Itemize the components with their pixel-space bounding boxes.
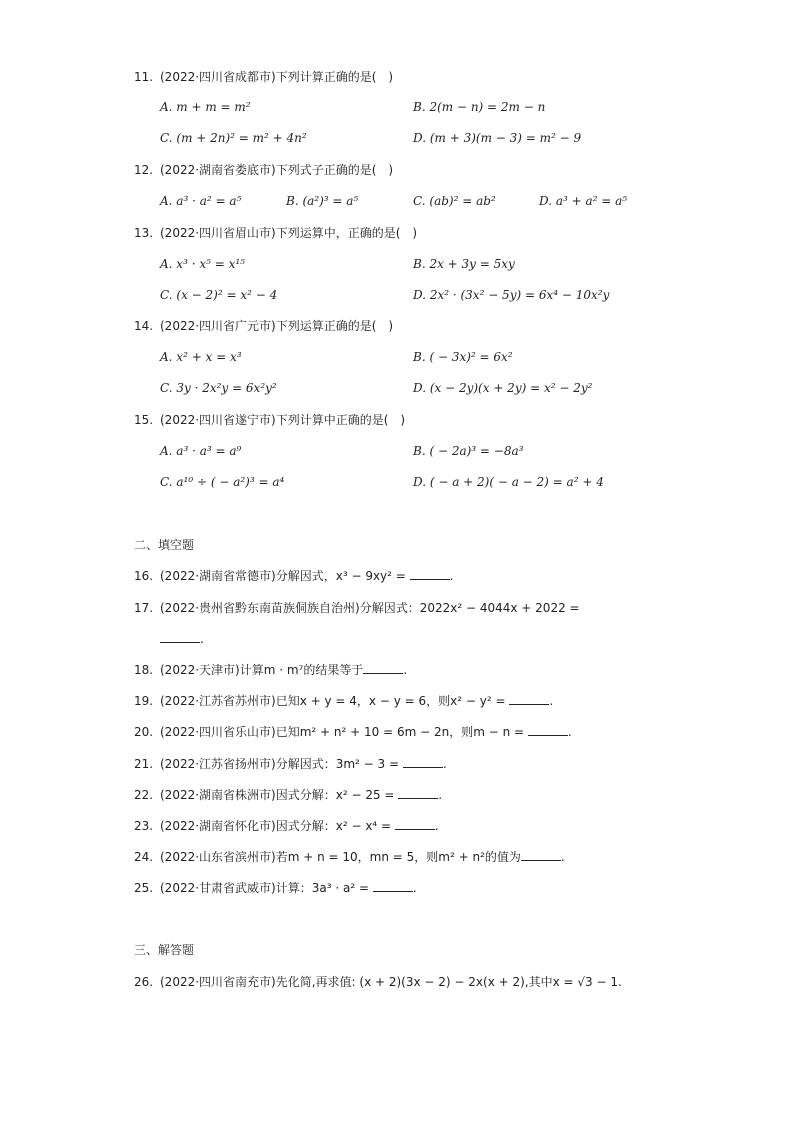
- option-b: B. (a²)³ = a⁵: [286, 194, 359, 208]
- question-13: [134, 224, 417, 242]
- answer-blank: [160, 630, 200, 643]
- question-end: .: [442, 757, 447, 771]
- question-number: 26.: [134, 975, 154, 989]
- section-heading-solve: 三、解答题: [134, 943, 195, 957]
- option-a: A. x³ · x⁵ = x¹⁵: [160, 257, 245, 271]
- question-text: (2022·山东省滨州市)若m + n = 10，mn = 5，则m² + n²的值为: [160, 850, 521, 864]
- option-b: B. ( − 3x)² = 6x²: [413, 350, 513, 364]
- option-b: B. ( − 2a)³ = −8a³: [413, 444, 524, 458]
- question-number: 16.: [134, 569, 154, 583]
- option-b: B. 2(m − n) = 2m − n: [413, 100, 546, 114]
- question-26: [134, 973, 622, 991]
- question-22: [134, 786, 442, 804]
- question-end: .: [567, 725, 572, 739]
- answer-blank: [509, 692, 549, 705]
- question-23: [134, 817, 439, 835]
- answer-blank: [363, 661, 403, 674]
- answer-blank: [403, 755, 443, 768]
- question-end: .: [560, 850, 565, 864]
- question-number: 25.: [134, 881, 154, 895]
- answer-blank: [398, 786, 438, 799]
- question-number: 14.: [134, 319, 154, 333]
- question-end: .: [403, 663, 408, 677]
- question-number: 21.: [134, 757, 154, 771]
- option-c: C. (m + 2n)² = m² + 4n²: [160, 131, 307, 145]
- option-a: A. a³ · a² = a⁵: [160, 194, 242, 208]
- question-17-continuation: [160, 630, 204, 648]
- answer-blank: [521, 848, 561, 861]
- answer-blank: [410, 567, 450, 580]
- question-number: 11.: [134, 70, 154, 84]
- option-d: D. a³ + a² = a⁵: [539, 194, 628, 208]
- question-16: [134, 567, 453, 585]
- question-stem: (2022·四川省眉山市)下列运算中，正确的是( ): [160, 226, 418, 240]
- question-number: 19.: [134, 694, 154, 708]
- question-24: [134, 848, 565, 866]
- option-a: A. m + m = m²: [160, 100, 251, 114]
- question-14: [134, 317, 393, 335]
- question-18: [134, 661, 407, 679]
- question-number: 12.: [134, 163, 154, 177]
- question-number: 23.: [134, 819, 154, 833]
- question-stem: (2022·湖南省娄底市)下列式子正确的是( ): [160, 163, 394, 177]
- question-stem: (2022·四川省广元市)下列运算正确的是( ): [160, 319, 394, 333]
- question-end: .: [434, 819, 439, 833]
- question-25: [134, 879, 417, 897]
- question-end: .: [438, 788, 443, 802]
- option-d: D. ( − a + 2)( − a − 2) = a² + 4: [413, 475, 604, 489]
- question-text: (2022·湖南省株洲市)因式分解：x² − 25 =: [160, 788, 399, 802]
- question-end: .: [200, 632, 204, 646]
- question-text: (2022·湖南省怀化市)因式分解：x² − x⁴ =: [160, 819, 395, 833]
- question-text: (2022·天津市)计算m · m⁷的结果等于: [160, 663, 364, 677]
- question-text: (2022·湖南省常德市)分解因式，x³ − 9xy² =: [160, 569, 410, 583]
- section-heading-fill-in: 二、填空题: [134, 538, 195, 552]
- question-number: 22.: [134, 788, 154, 802]
- question-17: [134, 599, 580, 617]
- question-15: [134, 411, 405, 429]
- question-21: [134, 755, 447, 773]
- question-text: (2022·甘肃省武威市)计算：3a³ · a² =: [160, 881, 373, 895]
- question-end: .: [549, 694, 554, 708]
- option-a: A. x² + x = x³: [160, 350, 242, 364]
- option-d: D. (x − 2y)(x + 2y) = x² − 2y²: [413, 381, 593, 395]
- question-stem: (2022·四川省遂宁市)下列计算中正确的是( ): [160, 413, 406, 427]
- question-number: 20.: [134, 725, 154, 739]
- question-number: 15.: [134, 413, 154, 427]
- question-text: (2022·四川省乐山市)已知m² + n² + 10 = 6m − 2n，则m − n =: [160, 725, 528, 739]
- question-11: [134, 68, 393, 86]
- question-text: (2022·四川省南充市)先化简,再求值: (x + 2)(3x − 2) − 2x(x + 2),其中x = √3 − 1.: [160, 975, 622, 989]
- option-c: C. a¹⁰ ÷ ( − a²)³ = a⁴: [160, 475, 285, 489]
- answer-blank: [395, 817, 435, 830]
- question-number: 18.: [134, 663, 154, 677]
- question-end: .: [449, 569, 454, 583]
- question-19: [134, 692, 553, 710]
- question-20: [134, 723, 572, 741]
- option-a: A. a³ · a³ = a⁹: [160, 444, 242, 458]
- question-number: 24.: [134, 850, 154, 864]
- option-d: D. (m + 3)(m − 3) = m² − 9: [413, 131, 582, 145]
- option-c: C. (ab)² = ab²: [413, 194, 496, 208]
- answer-blank: [528, 723, 568, 736]
- question-text: (2022·江苏省扬州市)分解因式：3m² − 3 =: [160, 757, 403, 771]
- question-stem: (2022·四川省成都市)下列计算正确的是( ): [160, 70, 394, 84]
- option-c: C. 3y · 2x²y = 6x²y²: [160, 381, 277, 395]
- option-c: C. (x − 2)² = x² − 4: [160, 288, 278, 302]
- option-b: B. 2x + 3y = 5xy: [413, 257, 515, 271]
- option-d: D. 2x² · (3x² − 5y) = 6x⁴ − 10x²y: [413, 288, 610, 302]
- question-number: 13.: [134, 226, 154, 240]
- question-text: (2022·江苏省苏州市)已知x + y = 4，x − y = 6，则x² − y² =: [160, 694, 510, 708]
- question-number: 17.: [134, 601, 154, 615]
- question-text: (2022·贵州省黔东南苗族侗族自治州)分解因式：2022x² − 4044x + 2022 =: [160, 601, 580, 615]
- question-end: .: [412, 881, 417, 895]
- answer-blank: [373, 879, 413, 892]
- question-12: [134, 161, 393, 179]
